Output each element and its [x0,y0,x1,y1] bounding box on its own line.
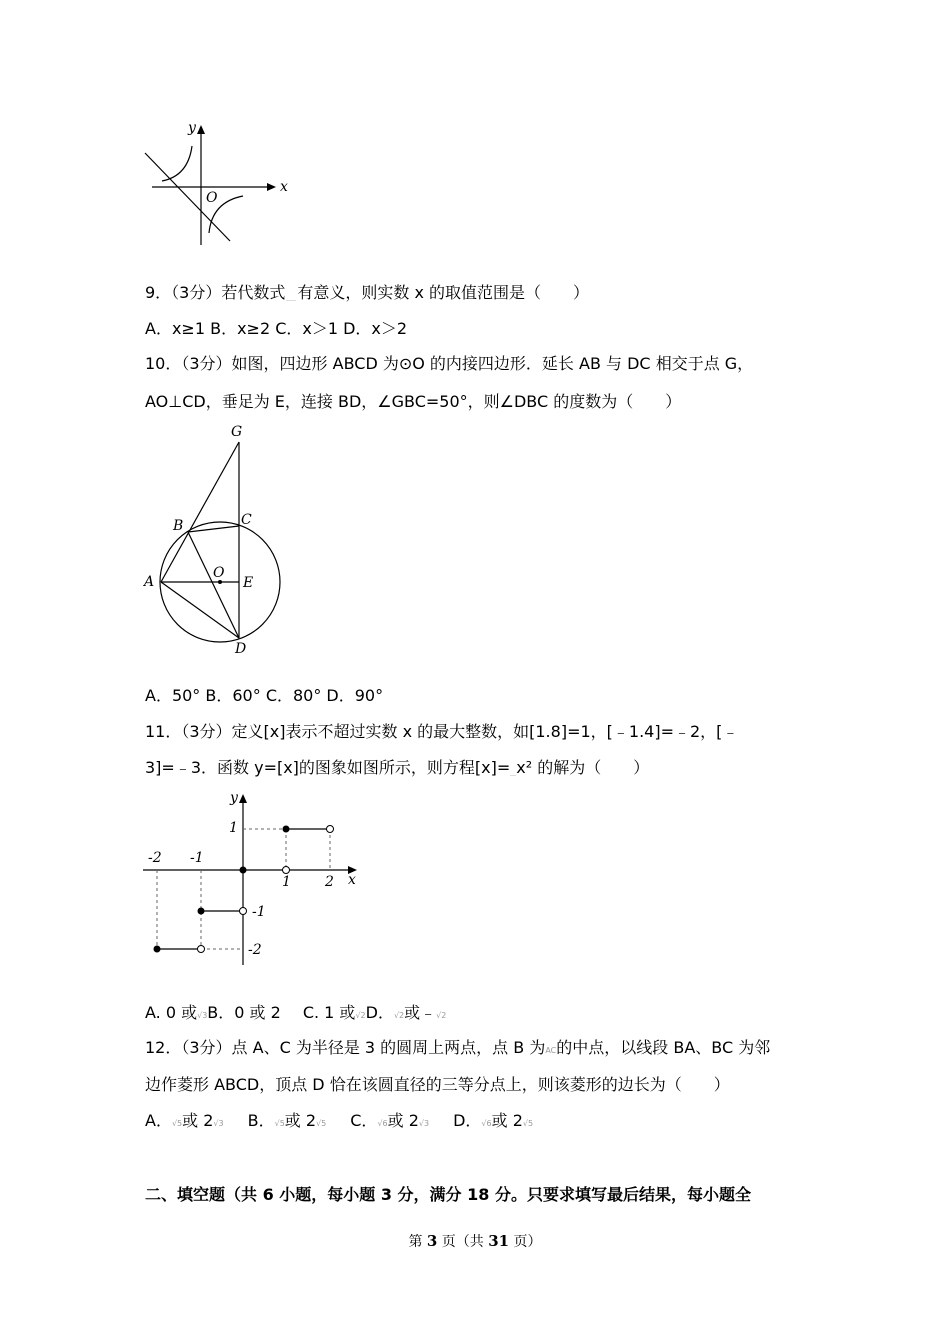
q12-line2: 边作菱形 ABCD，顶点 D 恰在该圆直径的三等分点上，则该菱形的边长为（ ） [145,1075,730,1094]
footer-total-pages: 31 [488,1232,510,1250]
q12-option-c2: 或 2 [387,1111,419,1130]
q10-circle-figure [140,420,300,660]
q10-label-b: B [173,518,184,534]
q12-option-d: D． [453,1111,482,1130]
sqrt-icon: √6 [377,1119,388,1128]
q11-options [145,1002,446,1027]
q10-line2: AO⊥CD，垂足为 E，连接 BD，∠GBC=50°，则∠DBC 的度数为（ ） [145,392,682,411]
q10-label-a: A [144,574,155,590]
sqrt-icon: √3 [213,1119,224,1128]
q10-line-ad [161,582,239,638]
footer-page-number: 3 [426,1232,438,1250]
q8-y-arrow [197,125,205,134]
page-footer [0,1231,950,1251]
q11-closed-point [198,908,205,915]
q11-closed-point [154,946,161,953]
q11-open-point [283,867,290,874]
section2-heading: 二、填空题（共 6 小题，每小题 3 分，满分 18 分。只要求填写最后结果，每小题全 [145,1185,751,1204]
q8-x-arrow [267,183,276,191]
footer-pre: 第 [408,1234,427,1250]
q11-open-point [240,908,247,915]
q9-stem [145,282,589,304]
q10-options: A．50° B．60° C．80° D．90° [145,686,384,705]
q12-option-c: C． [350,1111,378,1130]
q11-tick-1: 1 [282,874,291,890]
q10-line-bd [188,532,239,638]
q11-option-a: A. 0 或 [145,1003,198,1022]
q9-fraction-icon [286,286,296,301]
q8-y-label: y [188,120,196,136]
footer-post: 页） [509,1234,542,1250]
q11-closed-point [240,867,247,874]
q11-floor-graph [140,790,370,970]
q11-tick-neg1: -1 [190,850,204,866]
q11-y-label: y [230,790,238,806]
q12-line1 [145,1037,770,1062]
sqrt-icon: √2 [355,1011,366,1020]
q11-fraction-icon [510,761,516,776]
q11-line2-text: 3]=﹣3．函数 y=[x]的图象如图所示，则方程[x]= [145,758,511,777]
q11-option-b: B．0 或 2 [207,1003,281,1022]
q12-line1-text: 12．（3分）点 A、C 为半径是 3 的圆周上两点，点 B 为 [145,1038,546,1057]
q12-line1-tail: 的中点，以线段 BA、BC 为邻 [556,1038,771,1057]
q10-label-g: G [231,424,243,440]
q11-y-tick-neg1: -1 [252,904,266,920]
q10-line1: 10．（3分）如图，四边形 ABCD 为⊙O 的内接四边形．延长 AB 与 DC 相交于点 G， [145,354,754,373]
q10-label-o: O [213,565,225,581]
q12-option-b: B． [247,1111,275,1130]
footer-mid: 页（共 [437,1234,489,1250]
sqrt-icon: √2 [436,1011,447,1020]
q11-line2-tail: x² 的解为（ ） [516,758,650,777]
sqrt-icon: √6 [481,1119,492,1128]
q12-option-d2: 或 2 [491,1111,523,1130]
q11-x-label: x [348,872,356,888]
q11-tick-2: 2 [325,874,334,890]
q8-x-label: x [280,179,288,195]
q11-closed-point [283,826,290,833]
sqrt-icon: √3 [197,1011,208,1020]
q11-option-c: C. 1 或 [302,1003,356,1022]
q11-y-arrow [239,794,247,803]
q10-label-c: C [241,512,252,528]
q12-options [145,1110,533,1135]
q11-tick-neg2: -2 [148,850,162,866]
q11-line2 [145,757,649,779]
q10-line-ag [161,442,239,582]
q10-label-d: D [235,641,247,657]
q11-option-d: D． [365,1003,394,1022]
q11-y-tick-neg2: -2 [248,942,262,958]
q11-option-d-mid: 或﹣ [404,1003,437,1022]
sqrt-icon: √5 [522,1119,534,1128]
q8-graph-figure [140,120,300,250]
sqrt-icon: √5 [316,1119,327,1128]
sqrt-icon: √5 [274,1119,285,1128]
q11-y-tick-1: 1 [229,820,238,836]
q11-line1: 11．（3分）定义[x]表示不超过实数 x 的最大整数，如[1.8]=1，[﹣1.4]=﹣2，[﹣ [145,722,739,741]
q11-open-point [198,946,205,953]
q9-options: A．x≥1 B．x≥2 C．x＞1 D．x＞2 [145,319,408,338]
q10-label-e: E [243,575,254,591]
q11-open-point [327,826,334,833]
q8-origin-label: O [206,190,218,206]
q12-option-a2: 或 2 [182,1111,214,1130]
q12-option-b2: 或 2 [284,1111,317,1130]
q12-option-a: A． [145,1111,172,1130]
sqrt-icon: √2 [393,1011,405,1020]
sqrt-icon: √5 [171,1119,183,1128]
q9-stem-tail: 有意义，则实数 x 的取值范围是（ ） [297,283,590,302]
q9-stem-text: 9．（3分）若代数式 [145,283,286,302]
sqrt-icon: √3 [418,1119,430,1128]
arc-icon: AC [545,1046,557,1055]
